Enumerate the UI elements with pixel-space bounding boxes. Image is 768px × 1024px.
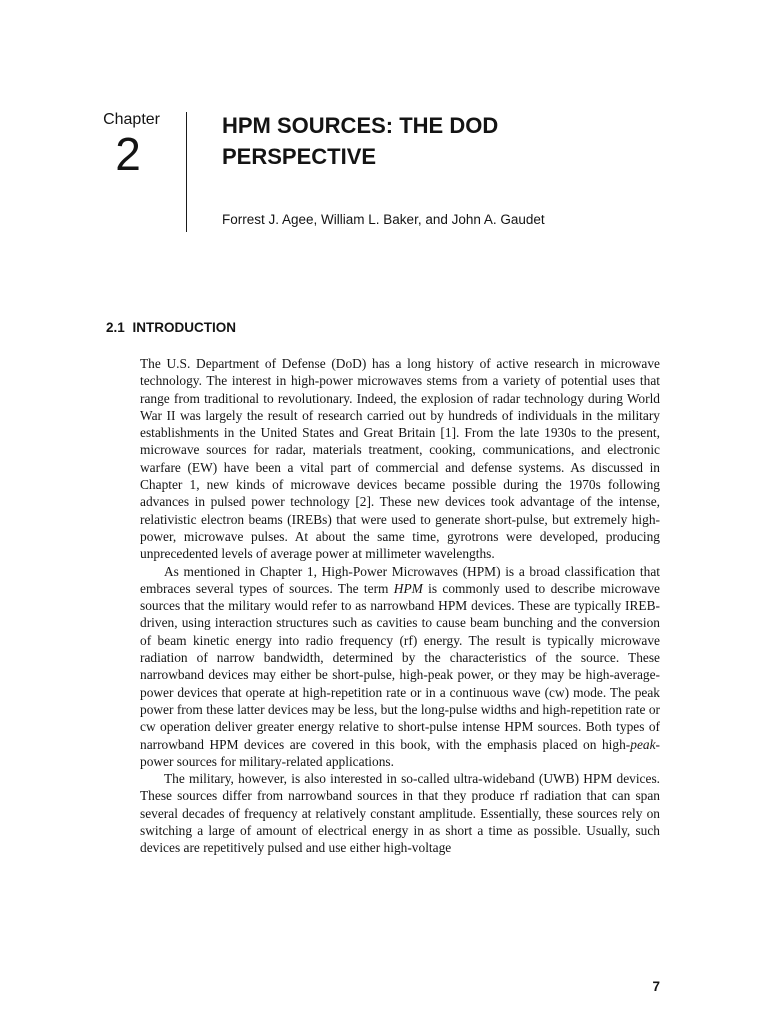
- paragraph-text: is commonly used to describe microwave sources that the military would refer to as narrowband HPM devices. These are typically IREB-driven, using interaction structures such as cavities to cause beam bunching and the conversion of beam kinetic energy into radio frequency (rf) energy. The result is typically microwave radiation of narrow bandwidth, determined by the characteristics of the source. These narrowband devices may either be short-pulse, high-peak power, or they may be high-average-power devices that operate at high-repetition rate or in a continuous wave (cw) mode. The peak power from these latter devices may be less, but the long-pulse widths and high-repetition rate or cw operation deliver greater energy relative to short-pulse intense HPM sources. Both types of narrowband HPM devices are covered in this book, with the emphasis placed on high-: [140, 580, 660, 752]
- page-number: 7: [652, 979, 660, 994]
- body-paragraph: [140, 770, 660, 856]
- chapter-title: [222, 110, 682, 172]
- body-text: [140, 355, 660, 857]
- paragraph-text: The military, however, is also interested in so-called ultra-wideband (UWB) HPM devices. These sources differ from narrowband sources in that they produce rf radiation that can span several decades of frequency at relatively constant amplitude. Essentially, these sources rely on switching a large of amount of electrical energy in as short a time as possible. Usually, such devices are repetitively pulsed and use either high-voltage: [140, 771, 660, 856]
- chapter-label: Chapter: [103, 111, 160, 128]
- section-heading: [106, 319, 236, 337]
- paragraph-text: The U.S. Department of Defense (DoD) has a long history of active research in microwave technology. The interest in high-power microwaves stems from a variety of potential uses that range from traditional to revolutionary. Indeed, the explosion of radar technology during World War II was largely the result of research carried out by hundreds of individuals in the military establishments in the United States and Great Britain [1]. From the late 1930s to the present, microwave sources for radar, materials treatment, cooking, communications, and electronic warfare (EW) have been a vital part of commercial and defense systems. As discussed in Chapter 1, new kinds of microwave devices became possible during the 1970s following advances in pulsed power technology [2]. These new devices took advantage of the intense, relativistic electron beams (IREBs) that were used to generate short-pulse, but extremely high-power, microwave pulses. At about the same time, gyrotrons were developed, producing unprecedented levels of average power at millimeter wavelengths.: [140, 356, 660, 562]
- chapter-title-line: PERSPECTIVE: [222, 144, 377, 169]
- section-number: 2.1: [106, 320, 125, 335]
- chapter-number: 2: [115, 128, 141, 180]
- body-paragraph: [140, 563, 660, 771]
- italic-term: HPM: [393, 580, 423, 596]
- chapter-title-line: HPM SOURCES: THE DOD: [222, 113, 499, 138]
- paragraph-text: As mentioned in Chapter 1, High-Power Microwaves (HPM) is a broad classification that embraces several types of sources. The term: [140, 563, 660, 596]
- section-title: INTRODUCTION: [132, 320, 237, 335]
- chapter-authors: Forrest J. Agee, William L. Baker, and John A. Gaudet: [222, 212, 545, 227]
- chapter-divider-rule: [186, 112, 187, 232]
- italic-term: peak: [630, 736, 656, 752]
- paragraph-text: -power sources for military-related applications.: [140, 736, 660, 769]
- body-paragraph: [140, 355, 660, 563]
